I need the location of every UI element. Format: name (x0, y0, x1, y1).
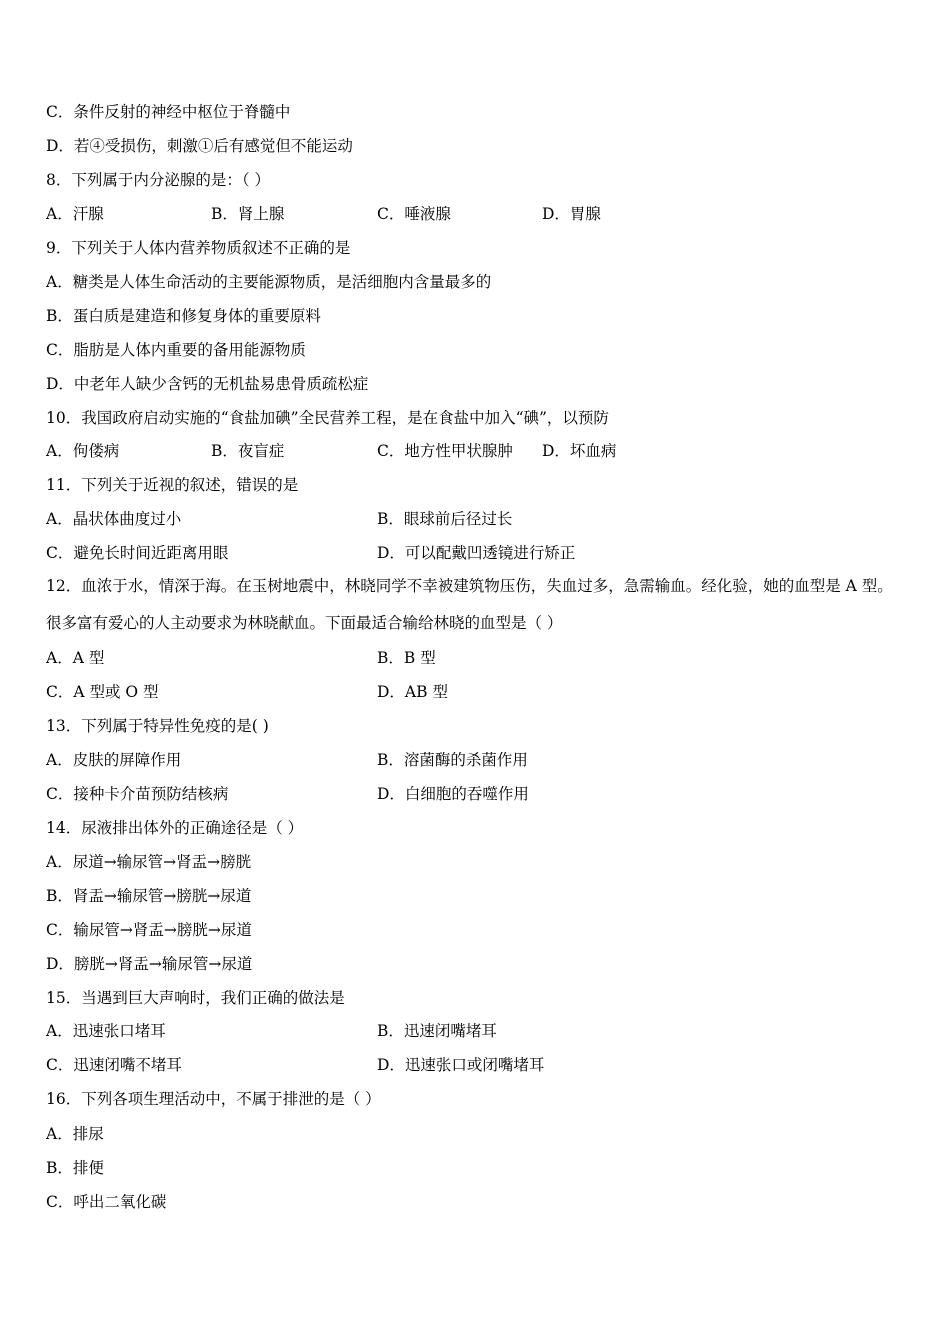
q15-option-b: B．迅速闭嘴堵耳 (377, 1022, 497, 1040)
q8-option-d: D．胃腺 (542, 205, 601, 223)
q15-option-c: C．迅速闭嘴不堵耳 (46, 1056, 182, 1074)
q14-option-d: D．膀胱→肾盂→输尿管→尿道 (46, 955, 253, 973)
q14-option-c: C．输尿管→肾盂→膀胱→尿道 (46, 921, 252, 939)
q9-option-b: B．蛋白质是建造和修复身体的重要原料 (46, 307, 321, 325)
question-16: 16．下列各项生理活动中，不属于排泄的是（ ） (46, 1090, 381, 1108)
q8-option-a: A．汗腺 (46, 205, 104, 223)
question-10: 10．我国政府启动实施的“食盐加碘”全民营养工程，是在食盐中加入“碘”，以预防 (46, 409, 609, 427)
q9-option-c: C．脂肪是人体内重要的备用能源物质 (46, 341, 306, 359)
q10-option-b: B．夜盲症 (211, 442, 285, 460)
q14-option-b: B．肾盂→输尿管→膀胱→尿道 (46, 887, 252, 905)
q11-option-a: A．晶状体曲度过小 (46, 510, 182, 528)
q15-option-a: A．迅速张口堵耳 (46, 1022, 166, 1040)
question-14: 14．尿液排出体外的正确途径是（ ） (46, 819, 304, 837)
q12-option-d: D．AB 型 (377, 683, 448, 701)
q8-option-b: B．肾上腺 (211, 205, 285, 223)
q9-option-d: D．中老年人缺少含钙的无机盐易患骨质疏松症 (46, 375, 369, 393)
q16-option-c: C．呼出二氧化碳 (46, 1193, 167, 1211)
q13-option-c: C．接种卡介苗预防结核病 (46, 785, 229, 803)
q16-option-a: A．排尿 (46, 1125, 104, 1143)
q13-option-a: A．皮肤的屏障作用 (46, 751, 182, 769)
q13-option-b: B．溶菌酶的杀菌作用 (377, 751, 528, 769)
q13-option-d: D．白细胞的吞噬作用 (377, 785, 529, 803)
question-9: 9．下列关于人体内营养物质叙述不正确的是 (46, 239, 351, 257)
q12-option-c: C．A 型或 O 型 (46, 683, 159, 701)
option-line: D．若④受损伤，刺激①后有感觉但不能运动 (46, 137, 353, 155)
question-15: 15．当遇到巨大声响时，我们正确的做法是 (46, 989, 345, 1007)
q12-option-b: B．B 型 (377, 649, 436, 667)
q10-option-a: A．佝偻病 (46, 442, 120, 460)
q11-option-c: C．避免长时间近距离用眼 (46, 544, 229, 562)
question-8: 8．下列属于内分泌腺的是：（ ） (46, 171, 271, 189)
q14-option-a: A．尿道→输尿管→肾盂→膀胱 (46, 853, 252, 871)
option-line: C．条件反射的神经中枢位于脊髓中 (46, 103, 291, 121)
q11-option-b: B．眼球前后径过长 (377, 510, 513, 528)
q8-option-c: C．唾液腺 (377, 205, 451, 223)
q15-option-d: D．迅速张口或闭嘴堵耳 (377, 1056, 545, 1074)
question-13: 13．下列属于特异性免疫的是( ) (46, 717, 269, 735)
q10-option-c: C．地方性甲状腺肿 (377, 442, 513, 460)
q16-option-b: B．排便 (46, 1159, 104, 1177)
question-12: 12．血浓于水，情深于海。在玉树地震中，林晓同学不幸被建筑物压伤，失血过多，急需输血。经化验，她的血型是 A 型。很多富有爱心的人主动要求为林晓献血。下面最适合输给林晓的血型是（ ） (46, 577, 893, 632)
q12-option-a: A．A 型 (46, 649, 105, 667)
question-11: 11．下列关于近视的叙述，错误的是 (46, 476, 299, 494)
q11-option-d: D．可以配戴凹透镜进行矫正 (377, 544, 576, 562)
q9-option-a: A．糖类是人体生命活动的主要能源物质，是活细胞内含量最多的 (46, 273, 492, 291)
q10-option-d: D．坏血病 (542, 442, 617, 460)
